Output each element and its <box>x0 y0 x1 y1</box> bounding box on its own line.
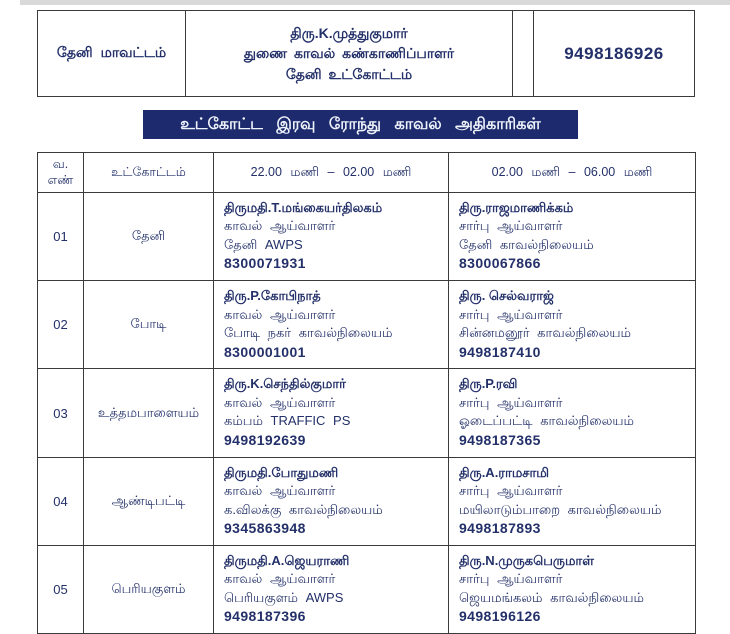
header-shift2: 02.00 மணி – 06.00 மணி <box>449 153 696 193</box>
shift2-officer-cell <box>449 369 696 457</box>
officer-phone: 9498196126 <box>459 608 541 625</box>
officer-designation: சார்பு ஆய்வாளர் <box>459 306 563 322</box>
officer-designation: சார்பு ஆய்வாளர் <box>459 394 563 410</box>
officer-station: தேனி காவல்நிலையம் <box>459 236 594 252</box>
officer-name: திருமதி.A.ஜெயராணி <box>224 552 350 568</box>
subdivision-cell: உத்தமபாளையம் <box>84 369 214 457</box>
subdivision-cell: பெரியகுளம் <box>84 545 214 633</box>
subdivision-cell: ஆண்டிபட்டி <box>84 457 214 545</box>
officer-station: கம்பம் TRAFFIC PS <box>224 413 351 429</box>
officer-phone: 9498187396 <box>224 608 306 625</box>
shift1-officer-cell <box>214 369 449 457</box>
officer-name: திரு. செல்வராஜ் <box>459 288 554 304</box>
header-box <box>37 10 695 97</box>
officer-name: திரு.ராஜமாணிக்கம் <box>459 200 574 215</box>
header-shift1: 22.00 மணி – 02.00 மணி <box>214 153 449 193</box>
district-name: தேனி மாவட்டம் <box>38 11 186 96</box>
officer-phone: 8300001001 <box>224 343 306 360</box>
officer-name: திரு.N.முருகபெருமாள் <box>459 552 594 568</box>
officer-name: திரு.K.செந்தில்குமார் <box>224 376 346 392</box>
officer-designation: காவல் ஆய்வாளர் <box>224 483 336 499</box>
officer-station: ஜெயமங்கலம் காவல்நிலையம் <box>459 589 644 605</box>
officer-station: மயிலாடும்பாறை காவல்நிலையம் <box>459 501 662 517</box>
officer-phone: 9498187410 <box>459 343 541 360</box>
table-row <box>38 281 696 369</box>
officer-station: தேனி AWPS <box>224 236 303 252</box>
officer-phone: 9345863948 <box>224 520 306 537</box>
header-box-divider <box>513 11 534 96</box>
shift1-officer-cell <box>214 545 449 633</box>
officer-designation: சார்பு ஆய்வாளர் <box>459 483 563 499</box>
officer-name: திரு.P.ரவி <box>459 376 518 392</box>
officer-station: க.விலக்கு காவல்நிலையம் <box>224 501 383 517</box>
sno-cell: 01 <box>38 193 84 281</box>
sno-cell: 05 <box>38 545 84 633</box>
officer-designation: துணை காவல் கண்காணிப்பாளர் <box>243 45 455 62</box>
officer-phone: 9498187365 <box>459 431 541 448</box>
header-subdivision: உட்கோட்டம் <box>84 153 214 193</box>
officer-designation: சார்பு ஆய்வாளர் <box>459 571 563 587</box>
shift1-officer-cell <box>214 281 449 369</box>
officer-phone: 8300067866 <box>459 255 541 272</box>
subdivision-cell: தேனி <box>84 193 214 281</box>
patrol-roster-table <box>37 152 696 634</box>
subdivision-cell: போடி <box>84 281 214 369</box>
table-row <box>38 545 696 633</box>
header-serial-number <box>38 153 84 193</box>
top-gray-strip <box>20 0 730 5</box>
officer-designation: காவல் ஆய்வாளர் <box>224 306 336 322</box>
table-row <box>38 193 696 281</box>
officer-name: திருமதி.T.மங்கையர்திலகம் <box>224 200 383 215</box>
officer-name: திரு.A.ராமசாமி <box>459 464 550 480</box>
officer-station: போடி நகர் காவல்நிலையம் <box>224 325 393 341</box>
shift2-officer-cell <box>449 457 696 545</box>
officer-designation: காவல் ஆய்வாளர் <box>224 218 336 234</box>
officer-info-cell <box>186 11 513 96</box>
officer-station: சின்னமனூர் காவல்நிலையம் <box>459 325 631 341</box>
shift2-officer-cell <box>449 193 696 281</box>
officer-station: பெரியகுளம் AWPS <box>224 589 344 605</box>
sno-cell: 04 <box>38 457 84 545</box>
officer-phone: 8300071931 <box>224 255 306 272</box>
shift2-officer-cell <box>449 281 696 369</box>
officer-station: ஓடைப்பட்டி காவல்நிலையம் <box>459 413 635 429</box>
header-serial-line1: வ. <box>52 156 69 171</box>
header-serial-line2: எண் <box>47 172 74 187</box>
officer-designation: சார்பு ஆய்வாளர் <box>459 218 563 234</box>
officer-phone: 9498187893 <box>459 520 541 537</box>
officer-phone-number: 9498186926 <box>564 43 664 63</box>
officer-name: திரு.K.முத்துகுமார் <box>290 25 408 42</box>
officer-designation: காவல் ஆய்வாளர் <box>224 571 336 587</box>
table-row <box>38 369 696 457</box>
table-row <box>38 457 696 545</box>
table-header-row <box>38 153 696 193</box>
sno-cell: 03 <box>38 369 84 457</box>
sno-cell: 02 <box>38 281 84 369</box>
officer-designation: காவல் ஆய்வாளர் <box>224 394 336 410</box>
shift2-officer-cell <box>449 545 696 633</box>
shift1-officer-cell <box>214 193 449 281</box>
shift1-officer-cell <box>214 457 449 545</box>
officer-name: திருமதி.போதுமணி <box>224 464 339 480</box>
officer-phone: 9498192639 <box>224 431 306 448</box>
page-title: உட்கோட்ட இரவு ரோந்து காவல் அதிகாரிகள் <box>143 110 578 139</box>
officer-subdivision: தேனி உட்கோட்டம் <box>285 65 413 82</box>
officer-name: திரு.P.கோபிநாத் <box>224 288 321 304</box>
